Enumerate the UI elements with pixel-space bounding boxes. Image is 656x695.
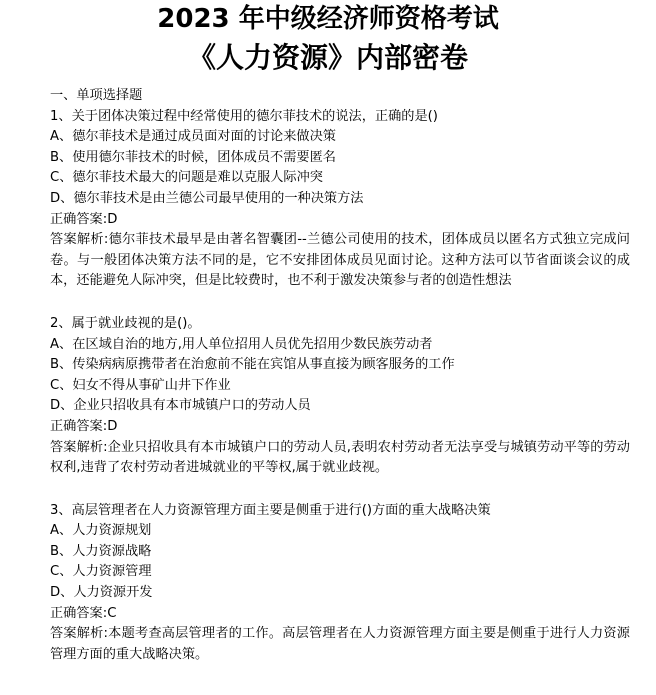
spacer — [50, 292, 630, 314]
section-title: 一、单项选择题 — [50, 88, 143, 103]
option-a: A、德尔菲技术是通过成员面对面的讨论来做决策 — [50, 129, 336, 145]
correct-answer: 正确答案:C — [50, 605, 117, 621]
exam-content — [50, 86, 630, 665]
spacer — [50, 479, 630, 501]
option-c: C、妇女不得从事矿山井下作业 — [50, 377, 231, 393]
option-a: A、在区域自治的地方,用人单位招用人员优先招用少数民族劳动者 — [50, 336, 433, 352]
exam-subtitle: 《人力资源》内部密卷 — [187, 41, 468, 74]
correct-answer: 正确答案:D — [50, 418, 118, 434]
option-d: D、人力资源开发 — [50, 585, 153, 601]
answer-analysis: 答案解析:企业只招收具有本市城镇户口的劳动人员,表明农村劳动者无法享受与城镇劳动平等的劳动权利,违背了农村劳动者进城就业的平等权,属于就业歧视。 — [50, 439, 630, 476]
question-block — [50, 314, 630, 479]
exam-title: 2023 年中级经济师资格考试 — [157, 4, 499, 34]
option-b: B、人力资源战略 — [50, 543, 152, 559]
question-stem: 1、关于团体决策过程中经常使用的德尔菲技术的说法，正确的是() — [50, 108, 438, 124]
question-stem: 2、属于就业歧视的是()。 — [50, 315, 201, 331]
option-c: C、人力资源管理 — [50, 564, 152, 580]
option-b: B、传染病病原携带者在治愈前不能在宾馆从事直接为顾客服务的工作 — [50, 357, 455, 373]
correct-answer: 正确答案:D — [50, 211, 118, 227]
option-d: D、德尔菲技术是由兰德公司最早使用的一种决策方法 — [50, 190, 364, 206]
option-a: A、人力资源规划 — [50, 523, 152, 539]
option-d: D、企业只招收具有本市城镇户口的劳动人员 — [50, 398, 311, 414]
answer-analysis: 答案解析:德尔菲技术最早是由著名智囊团--兰德公司使用的技术，团体成员以匿名方式独立完成问卷。与一般团体决策方法不同的是，它不安排团体成员见面讨论。这种方法可以节省面谈会议的成本，还能避免人际冲突，但是比较费时，也不利于激发决策参与者的创造性想法 — [50, 232, 630, 289]
answer-analysis: 答案解析:本题考查高层管理者的工作。高层管理者在人力资源管理方面主要是侧重于进行人力资源管理方面的重大战略决策。 — [50, 626, 630, 662]
question-block — [50, 107, 630, 292]
question-stem: 3、高层管理者在人力资源管理方面主要是侧重于进行()方面的重大战略决策 — [50, 502, 491, 518]
option-c: C、德尔菲技术最大的问题是难以克服人际冲突 — [50, 170, 323, 186]
option-b: B、使用德尔菲技术的时候，团体成员不需要匿名 — [50, 149, 336, 165]
question-block — [50, 501, 630, 666]
